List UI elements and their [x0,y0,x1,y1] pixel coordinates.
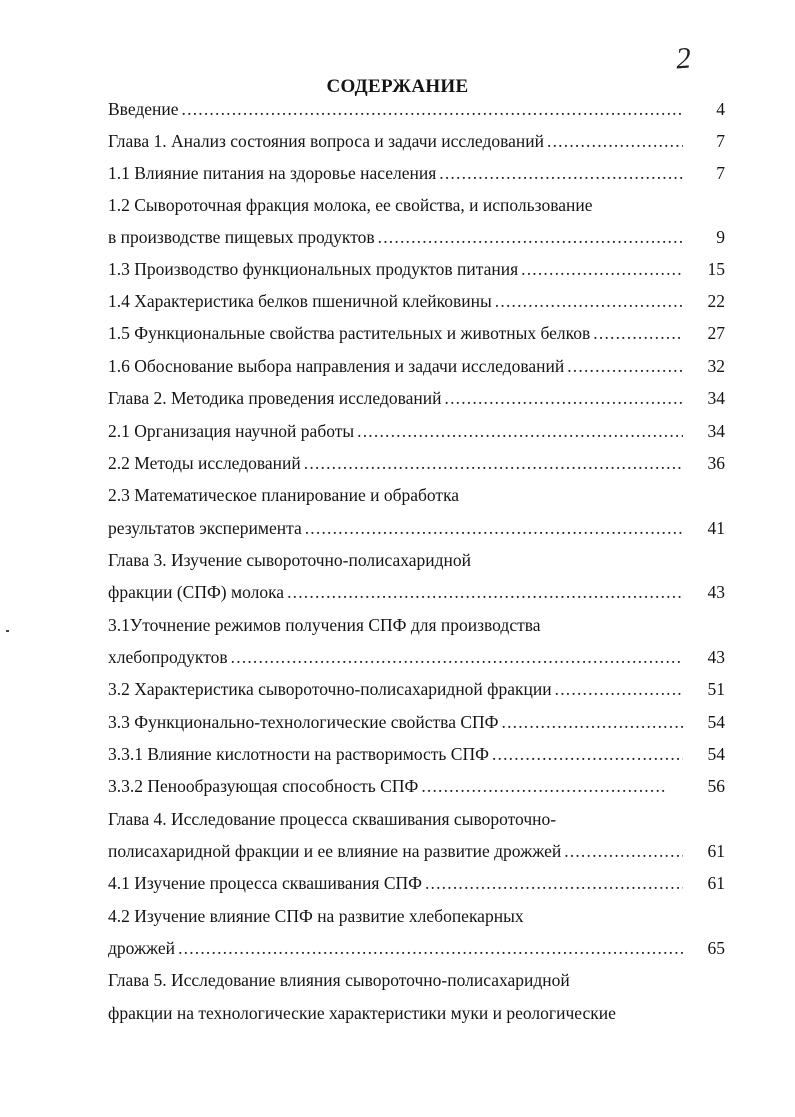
leader-dots [182,97,683,121]
leader-dots [231,645,683,669]
leader-dots [521,257,683,281]
toc-entry-page: 65 [707,938,725,958]
toc-entry [108,257,686,281]
toc-entry-page: 56 [707,776,725,796]
toc-entry-title: 1.3 Производство функциональных продуктов питания [108,259,519,279]
toc-entry-page: 9 [716,227,725,247]
toc-entry [108,645,686,669]
leader-dots [567,354,683,378]
toc-entry-page: 7 [716,163,725,183]
toc-entry-title: 3.3.1 Влияние кислотности на растворимость СПФ [108,744,489,764]
toc-entry-page: 43 [707,647,725,667]
leader-dots [492,742,683,766]
leader-dots [445,386,684,410]
toc-entry-title: хлебопродуктов [108,647,228,667]
toc-entry-page: 34 [707,388,725,408]
leader-dots [564,839,683,863]
page-title: СОДЕРЖАНИЕ [326,76,469,97]
toc-entry-title: Глава 5. Исследование влияния сывороточно-полисахаридной [108,970,570,990]
toc-entry-title: 4.2 Изучение влияние СПФ на развитие хлебопекарных [108,906,524,926]
toc-entry-page: 4 [716,99,725,119]
toc-entry [108,871,686,895]
leader-dots [555,677,683,701]
toc-entry [108,129,686,153]
toc-entry-title: в производстве пищевых продуктов [108,227,375,247]
toc-entry-title: фракции (СПФ) молока [108,582,285,602]
leader-dots [502,710,684,734]
toc-entry-title: 1.4 Характеристика белков пшеничной клейковины [108,291,492,311]
toc-entry-page: 7 [716,131,725,151]
leader-dots [593,321,683,345]
leader-dots [178,936,683,960]
toc-entry-title: 3.3.2 Пенообразующая способность СПФ [108,776,419,796]
toc-entry [108,451,686,475]
leader-dots [439,161,683,185]
toc-entry [108,225,686,249]
toc-entry-title: фракции на технологические характеристики муки и реологические [108,1003,616,1023]
toc-entry [108,774,670,798]
toc-entry [108,321,686,345]
toc-entry-page: 43 [707,582,725,602]
toc-entry-title: 1.2 Сывороточная фракция молока, ее свойства, и использование [108,195,593,215]
toc-entry-page: 61 [707,873,725,893]
toc-entry [108,710,686,734]
toc-entry [108,354,686,378]
toc-entry-title: 3.1Уточнение режимов получения СПФ для производства [108,615,541,635]
leader-dots [547,129,683,153]
toc-entry-title: 2.2 Методы исследований [108,453,301,473]
toc-entry-page: 54 [707,712,725,732]
toc-entry-title: полисахаридной фракции и ее влияние на развитие дрожжей [108,841,562,861]
leader-dots [425,871,683,895]
toc-entry [108,677,686,701]
toc-entry-title: 1.6 Обоснование выбора направления и задачи исследований [108,356,565,376]
toc-entry [108,516,686,540]
toc-entry-page: 61 [707,841,725,861]
toc-entry-title: 3.2 Характеристика сывороточно-полисахаридной фракции [108,679,552,699]
toc-entry [108,386,686,410]
toc-entry-page: 51 [707,679,725,699]
toc-entry-title: 3.3 Функционально-технологические свойства СПФ [108,712,499,732]
toc-entry-page: 27 [707,323,725,343]
toc-entry [108,580,686,604]
leader-dots [357,419,683,443]
toc-entry-title: 2.1 Организация научной работы [108,421,355,441]
toc-entry-page: 54 [707,744,725,764]
toc-entry-page: 34 [707,421,725,441]
toc-entry-title: результатов эксперимента [108,518,302,538]
handwritten-page-number: 2 [674,41,693,76]
toc-entry-title: дрожжей [108,938,176,958]
toc-entry-page: 36 [707,453,725,473]
leader-dots [305,516,683,540]
toc-entry-page: 41 [707,518,725,538]
toc-entry [108,419,686,443]
toc-entry [108,839,686,863]
toc-entry [108,161,686,185]
toc-entry-title: Глава 2. Методика проведения исследований [108,388,442,408]
leader-dots [495,289,683,313]
toc-entry-page: 15 [707,259,725,279]
toc-entry-title: Введение [108,99,179,119]
toc-entry [108,289,686,313]
toc-entry-page: 32 [707,356,725,376]
toc-entry-title: 1.5 Функциональные свойства растительных и животных белков [108,323,591,343]
leader-dots [304,451,683,475]
leader-dots [421,774,667,798]
leader-dots [378,225,683,249]
toc-entry-title: 2.3 Математическое планирование и обработка [108,485,460,505]
toc-entry-title: Глава 3. Изучение сывороточно-полисахаридной [108,550,472,570]
toc-entry-title: 1.1 Влияние питания на здоровье населения [108,163,437,183]
toc-entry [108,936,686,960]
toc-entry-title: Глава 1. Анализ состояния вопроса и задачи исследований [108,131,545,151]
toc-entry [108,97,686,121]
toc-entry [108,742,686,766]
toc-entry-title: Глава 4. Исследование процесса сквашивания сывороточно- [108,809,557,829]
leader-dots [287,580,683,604]
toc-entry-page: 22 [707,291,725,311]
toc-entry-title: 4.1 Изучение процесса сквашивания СПФ [108,873,422,893]
